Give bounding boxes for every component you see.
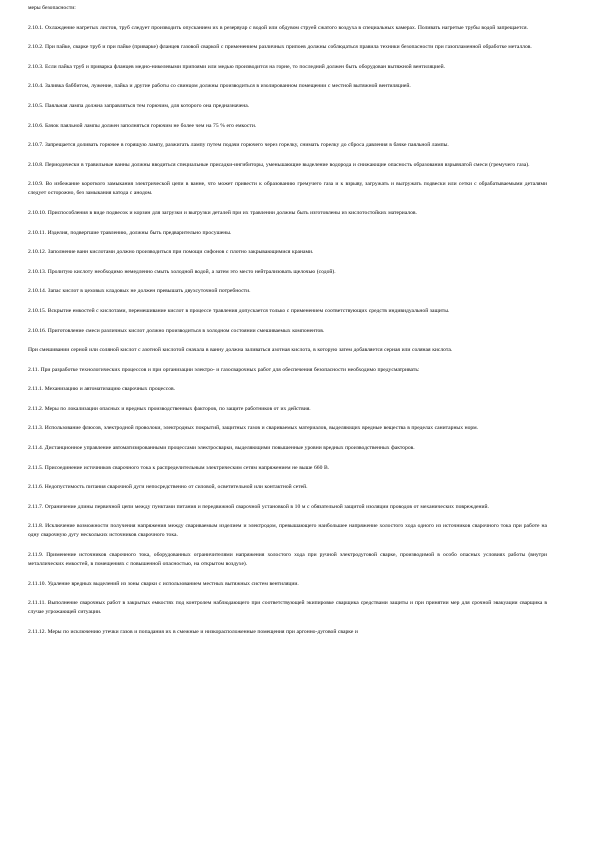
paragraph-2-11-6: 2.11.6. Недопустимость питания сварочной дуги непосредственно от силовой, осветительной или контактной сетей. [28, 484, 308, 491]
paragraph-2-10-8: 2.10.8. Периодически в травильные ванны должны вводиться специальные присадки-ингибиторы, уменьшающие выделение водорода и снижающие опасность образования взрывчатой смеси (гремучего газа). [28, 161, 530, 168]
paragraph-2-10-10: 2.10.10. Приспособления в виде подвесок и корзин для загрузки и выгрузки деталей при их травлении должны быть изготовлены из кислотостойких материалов. [28, 209, 417, 216]
paragraph-2-10-12: 2.10.12. Заполнение ванн кислотами должно производиться при помощи сифонов с плотно закрывающимися кранами. [28, 249, 314, 256]
paragraph-2-11: 2.11. При разработке технологических процессов и при организации электро- и газосварочных работ для обеспечения безопасности необходимо предусматривать: [28, 366, 420, 373]
paragraph-2-11-8: 2.11.8. Исключение возможности получения напряжения между свариваемым изделием и электродом, превышающего наибольшее напряжение холостого хода одного из источников сварочного тока при работе на одну сварочную дугу нескольких источников сварочного тока. [28, 523, 547, 539]
paragraph-2-10-6: 2.10.6. Бачок паяльной лампы должен заполняться горючим не более чем на 75 % его емкости. [28, 122, 257, 129]
paragraph-2-10-13: 2.10.13. Пролитую кислоту необходимо немедленно смыть холодной водой, а затем это место нейтрализовать щелочью (содой). [28, 268, 336, 275]
paragraph-2-10-14: 2.10.14. Запас кислот в цеховых кладовых не должен превышать двухсуточной потребности. [28, 288, 251, 295]
paragraph-2-10-4: 2.10.4. Заливка баббитом, лужение, пайка и другие работы со свинцом должны производиться в изолированном помещении с местной вытяжной вентиляцией. [28, 83, 411, 90]
paragraph-2-10-15: 2.10.15. Вскрытие емкостей с кислотами, перемешивание кислот в процессе травления допускается только с применением соответствующих средств индивидуальной защиты. [28, 307, 450, 314]
paragraph-2-10-1: 2.10.1. Охлаждение нагретых листов, труб следует производить опусканием их в резервуар с водой или обдувом струей сжатого воздуха в специальных камерах. Поливать нагретые трубы водой запрещается. [28, 24, 528, 31]
paragraph-2-11-7: 2.11.7. Ограничение длины первичной цепи между пунктами питания и передвижной сварочной установкой в 10 м с обязательной защитой изоляции проводов от механических повреждений. [28, 503, 489, 510]
paragraph-2-10-2: 2.10.2. При пайке, сварке труб и при пайке (приварке) фланцев газовой сваркой с применением различных припоев должны соблюдаться правила техники безопасности при газопламенной обработке металлов. [28, 44, 532, 51]
paragraph-2-10-11: 2.10.11. Изделия, подвергшие травлению, должны быть предварительно просушены. [28, 229, 232, 236]
paragraph-2-11-2: 2.11.2. Меры по локализации опасных и вредных производственных факторов, по защите работников от их действия. [28, 405, 311, 412]
paragraph-2-11-10: 2.11.10. Удаление вредных выделений из зоны сварки с использованием местных вытяжных систем вентиляции. [28, 580, 299, 587]
paragraph-2-11-3: 2.11.3. Использование флюсов, электродной проволоки, электродных покрытий, защитных газов и свариваемых материалов, выделяющих вредные вещества в пределах санитарных норм. [28, 425, 479, 432]
paragraph-2-11-9: 2.11.9. Применение источников сварочного тока, оборудованных ограничителями напряжения холостого хода при ручной электродуговой сварке, производимой в особо опасных условиях работы (внутри металлических емкостей, в помещениях с повышенной опасностью, на открытом воздухе). [28, 552, 547, 568]
paragraph-2-11-11: 2.11.11. Выполнение сварочных работ в закрытых емкостях под контролем наблюдающего при соответствующей экипировке сварщика средствами защиты и при принятии мер для срочной эвакуации сварщика в случае угрожающей ситуации. [28, 600, 547, 616]
paragraph-2-10-16: 2.10.16. Приготовление смеси различных кислот должно производиться в холодном состоянии смешиваемых компонентов. [28, 327, 325, 334]
paragraph-safety-measures-intro: меры безопасности: [28, 5, 76, 11]
paragraph-2-11-12: 2.11.12. Меры по исключению утечки газов и попадания их в смежные и низкорасположенные помещения при аргонно-дуговой сварке и [28, 628, 358, 635]
paragraph-2-11-4: 2.11.4. Дистанционное управление автоматизированными процессами электросварки, выделяющими повышенные уровни вредных производственных факторов. [28, 445, 415, 452]
paragraph-2-10-5: 2.10.5. Паяльная лампа должна заправляться тем горючим, для которого она предназначена. [28, 102, 250, 109]
paragraph-2-10-9: 2.10.9. Во избежание короткого замыкания электрической цепи в ванне, что может привести к образованию гремучего газа и к взрыву, загружать и выгружать подвески или сетки с обрабатываемыми деталями следует осторожно, без замыкания катода с анодом. [28, 181, 547, 197]
paragraph-acid-mixing: При смешивании серной или соляной кислот с азотной кислотой сначала в ванну должна заливаться азотная кислота, в которую затем добавляется серная или соляная кислота. [28, 347, 453, 354]
paragraph-2-10-3: 2.10.3. Если пайка труб и приварка фланцев медно-никелевыми припоями или медью производится на горне, то последний должен быть оборудован вытяжной вентиляцией. [28, 63, 446, 70]
paragraph-2-11-5: 2.11.5. Присоединение источников сварочного тока к распределительным электрическим сетям напряжением не выше 660 В. [28, 464, 330, 471]
paragraph-2-10-7: 2.10.7. Запрещается доливать горючее в горящую лампу, разжигать лампу путем подачи горючего через горелку, снимать горелку до сброса давления в бачке паяльной лампы. [28, 142, 449, 149]
paragraph-2-11-1: 2.11.1. Механизацию и автоматизацию сварочных процессов. [28, 386, 176, 393]
